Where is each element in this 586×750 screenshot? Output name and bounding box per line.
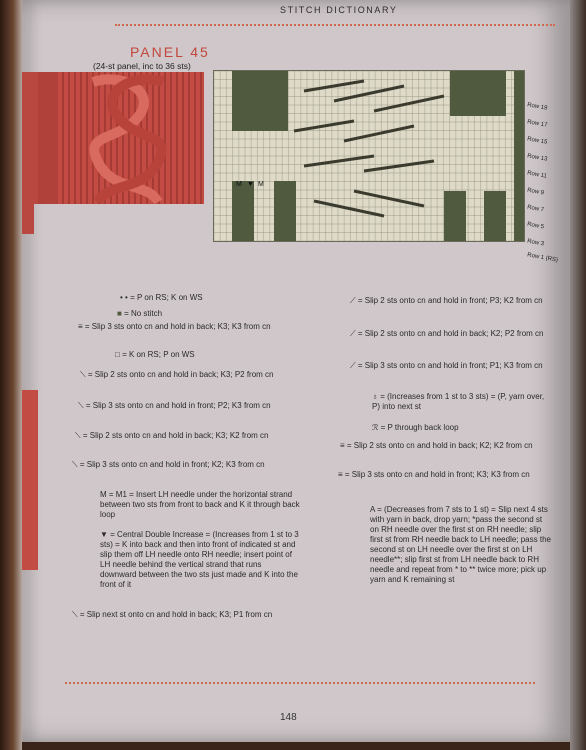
row-label: Row 7 <box>526 204 545 214</box>
make-one-icon: M <box>100 490 107 499</box>
row-label: Row 11 <box>526 170 548 180</box>
top-divider <box>115 24 555 26</box>
cable-symbol-icon: ⟍ <box>78 401 84 410</box>
legend-entry: ℛ = P through back loop <box>372 423 459 432</box>
row-label: Row 3 <box>526 238 545 248</box>
cable-symbol-icon: ⟍ <box>75 431 81 440</box>
knit-square-icon: □ <box>115 350 120 359</box>
legend-entry: ⟍ = Slip next st onto cn and hold in back; K3; P1 from cn <box>72 610 273 619</box>
legend-entry: ≡ = Slip 3 sts onto cn and hold in front; K3; K3 from cn <box>338 470 530 479</box>
legend-entry: ≡ = Slip 2 sts onto cn and hold in back; K2; K2 from cn <box>340 441 533 450</box>
legend-entry: ♁ = (Increases from 1 st to 3 sts) = (P, yarn over, P) into next st <box>372 392 545 411</box>
book-spine <box>0 0 22 750</box>
legend-entry: A = (Decreases from 7 sts to 1 st) = Slip next 4 sts with yarn in back, drop yarn; *pass the second st on RH needle over the first st on RH needle; slip first st from RH needle back to LH needle; pass the second st on LH needle over the first st on LH needle**; slip first st from LH needle back to RH needle and repeat from * to ** twice more; pick up yarn and K remaining st <box>370 505 551 584</box>
running-header: STITCH DICTIONARY <box>280 5 398 15</box>
cable-symbol-icon: ⟍ <box>72 610 78 619</box>
increase-symbol-icon: ♁ <box>372 392 378 401</box>
legend-entry: ■ = No stitch <box>117 309 163 318</box>
legend-entry: ⟋ = Slip 2 sts onto cn and hold in back; K2; P2 from cn <box>350 329 544 338</box>
cable-symbol-icon: ⟋ <box>350 329 356 338</box>
page-edge <box>570 0 586 750</box>
chart-mark-inc: ▼ <box>247 181 254 188</box>
row-label: Row 19 <box>526 102 548 112</box>
cable-symbol-icon: ⟍ <box>72 460 78 469</box>
legend-entry: • • = P on RS; K on WS <box>120 293 203 302</box>
legend-entry: ≡ = Slip 3 sts onto cn and hold in back; K3; K3 from cn <box>78 322 271 331</box>
purl-tbl-icon: ℛ <box>372 423 379 432</box>
page-number: 148 <box>280 712 297 723</box>
knit-swatch-photo <box>38 72 204 204</box>
swatch-strip-lower <box>22 390 38 570</box>
decrease-symbol-icon: A <box>370 505 375 514</box>
cable-symbol-icon: ⟋ <box>350 361 356 370</box>
row-label: Row 15 <box>526 136 548 146</box>
legend-entry: □ = K on RS; P on WS <box>115 350 195 359</box>
cable-symbol-icon: ≡ <box>338 470 343 479</box>
legend-entry: ▼ = Central Double Increase = (Increases from 1 st to 3 sts) = K into back and then into front of indicated st and slip them off LH needle onto RH needle; insert point of LH needle behind the vertical strand that runs downward between the two sts just made and K into the front of it <box>100 530 299 589</box>
row-label: Row 9 <box>526 187 545 197</box>
knitting-chart <box>213 70 525 242</box>
purl-symbol-icon: • • <box>120 293 128 302</box>
row-label: Row 13 <box>526 153 548 163</box>
cable-symbol-icon: ⟍ <box>80 370 86 379</box>
row-label: Row 1 (RS) <box>526 252 559 264</box>
chart-mark-m2: M <box>258 181 264 188</box>
swatch-edge <box>22 72 38 204</box>
legend-entry: ⟍ = Slip 3 sts onto cn and hold in front; P2; K3 from cn <box>78 401 271 410</box>
no-stitch-icon: ■ <box>117 309 122 318</box>
cable-symbol-icon: ≡ <box>340 441 345 450</box>
legend-entry: ⟍ = Slip 3 sts onto cn and hold in front; K2; K3 from cn <box>72 460 265 469</box>
legend-entry: ⟋ = Slip 3 sts onto cn and hold in front; P1; K3 from cn <box>350 361 543 370</box>
legend-entry: ⟍ = Slip 2 sts onto cn and hold in back; K3; K2 from cn <box>75 431 269 440</box>
swatch-strip <box>22 204 34 234</box>
panel-title: PANEL 45 <box>130 44 210 60</box>
legend-entry: ⟋ = Slip 2 sts onto cn and hold in front; P3; K2 from cn <box>350 296 543 305</box>
panel-subtitle: (24-st panel, inc to 36 sts) <box>93 61 191 71</box>
legend-entry: M = M1 = Insert LH needle under the horizontal strand between two sts from front to back and K it through back loop <box>100 490 300 519</box>
cable-symbol-icon: ≡ <box>78 322 83 331</box>
double-increase-icon: ▼ <box>100 530 108 539</box>
row-label: Row 5 <box>526 221 545 231</box>
cable-symbol-icon: ⟋ <box>350 296 356 305</box>
row-label: Row 17 <box>526 119 548 129</box>
legend-entry: ⟍ = Slip 2 sts onto cn and hold in back; K3; P2 from cn <box>80 370 274 379</box>
bottom-divider <box>65 682 535 684</box>
chart-mark-m1: M <box>236 181 242 188</box>
